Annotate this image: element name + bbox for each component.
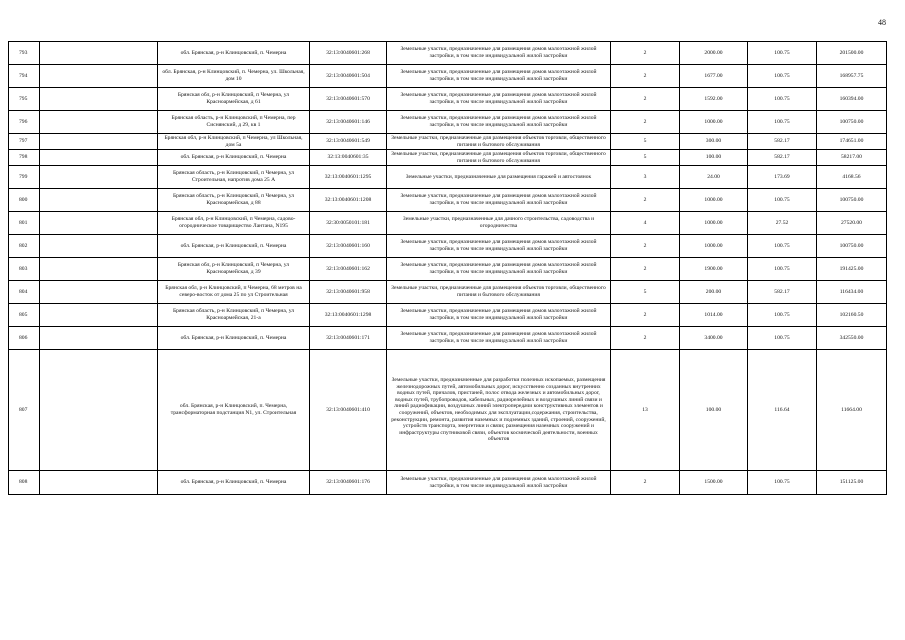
group-cell: 2 [611,258,680,281]
page-number: 48 [878,18,886,27]
land-purpose-cell: Земельные участки, предназначенные для размещения домов малоэтажной жилой застройки, в том числе индивидуальной жилой застройки [387,88,611,111]
group-cell: 5 [611,281,680,304]
specific-value-cell: 27.52 [748,212,817,235]
address-cell: Брянская обл, р-н Клинцовский, п Чемерна, ул Школьная, дом 5а [158,134,310,150]
row-number: 793 [9,42,40,65]
cadastral-value-cell: 11664.00 [817,350,887,471]
specific-value-cell: 100.75 [748,88,817,111]
cadastral-number-cell: 32:13:0040601:958 [310,281,387,304]
cadastral-value-cell: 342550.00 [817,327,887,350]
area-cell: 100.00 [680,350,748,471]
cadastral-value-cell: 191425.00 [817,258,887,281]
cadastral-number-cell: 32:13:0040601:160 [310,235,387,258]
cadastral-value-cell: 160394.00 [817,88,887,111]
specific-value-cell: 100.75 [748,235,817,258]
area-cell: 1500.00 [680,471,748,495]
empty-cell [40,258,158,281]
cadastral-value-cell: 27520.00 [817,212,887,235]
specific-value-cell: 100.75 [748,42,817,65]
row-number: 799 [9,166,40,189]
cadastral-value-cell: 4168.56 [817,166,887,189]
group-cell: 2 [611,42,680,65]
group-cell: 2 [611,88,680,111]
cadastral-number-cell: 32:13:0040601:1295 [310,166,387,189]
row-number: 801 [9,212,40,235]
specific-value-cell: 173.69 [748,166,817,189]
area-cell: 1677.00 [680,65,748,88]
address-cell: Брянская обл, р-н Клинцовский, п Чемерна, ул Красноармейская, д 39 [158,258,310,281]
land-purpose-cell: Земельные участки, предназначенные для размещения объектов торговли, общественного питания и бытового обслуживания [387,150,611,166]
specific-value-cell: 582.17 [748,281,817,304]
area-cell: 1000.00 [680,189,748,212]
land-purpose-cell: Земельные участки, предназначенные для размещения домов малоэтажной жилой застройки, в том числе индивидуальной жилой застройки [387,471,611,495]
address-cell: обл. Брянская, р-н Клинцовский, п. Чемерна, ул. Школьная, дом 10 [158,65,310,88]
address-cell: Брянская область, р-н Клинцовский, п Чемерна, пер Сиснянский, д 29, кв 1 [158,111,310,134]
address-cell: обл. Брянская, р-н Клинцовский, п. Чемерна [158,327,310,350]
group-cell: 13 [611,350,680,471]
empty-cell [40,111,158,134]
row-number: 798 [9,150,40,166]
specific-value-cell: 100.75 [748,304,817,327]
specific-value-cell: 116.64 [748,350,817,471]
land-purpose-cell: Земельные участки, предназначенные для размещения объектов торговли, общественного питания и бытового обслуживания [387,281,611,304]
group-cell: 2 [611,304,680,327]
cadastral-number-cell: 32:13:0040601:146 [310,111,387,134]
cadastral-number-cell: 32:13:0040601:268 [310,42,387,65]
specific-value-cell: 582.17 [748,150,817,166]
row-number: 796 [9,111,40,134]
area-cell: 1000.00 [680,212,748,235]
group-cell: 5 [611,134,680,150]
table-row [9,471,887,495]
land-purpose-cell: Земельные участки, предназначенные для размещения домов малоэтажной жилой застройки, в том числе индивидуальной жилой застройки [387,258,611,281]
address-cell: обл. Брянская, р-н Клинцовский, п. Чемерна [158,150,310,166]
cadastral-number-cell: 32:13:0040601:549 [310,134,387,150]
cadastral-value-table [8,41,887,495]
land-purpose-cell: Земельные участки, предназначенные для размещения домов малоэтажной жилой застройки, в том числе индивидуальной жилой застройки [387,111,611,134]
table-row [9,212,887,235]
land-purpose-cell: Земельные участки, предназначенные для размещения домов малоэтажной жилой застройки, в том числе индивидуальной жилой застройки [387,65,611,88]
group-cell: 2 [611,65,680,88]
address-cell: Брянская область, р-н Клинцовский, п Чемерна, ул Строительная, напротив дома 25 А [158,166,310,189]
area-cell: 1000.00 [680,111,748,134]
area-cell: 300.00 [680,134,748,150]
empty-cell [40,166,158,189]
cadastral-number-cell: 32:30:0050101:181 [310,212,387,235]
address-cell: Брянская обл, р-н Клинцовский, п Чемерна, ул Красноармейская, д 61 [158,88,310,111]
land-purpose-cell: Земельные участки, предназначенные для дачного строительства, садоводства и огородничества [387,212,611,235]
table-row [9,258,887,281]
specific-value-cell: 100.75 [748,471,817,495]
empty-cell [40,304,158,327]
group-cell: 2 [611,189,680,212]
group-cell: 2 [611,327,680,350]
cadastral-value-cell: 100750.00 [817,235,887,258]
group-cell: 2 [611,471,680,495]
group-cell: 4 [611,212,680,235]
address-cell: Брянская область, р-н Клинцовский, п Чемерна, ул Красноармейская, 21-а [158,304,310,327]
cadastral-value-cell: 58217.00 [817,150,887,166]
address-cell: обл. Брянская, р-н Клинцовский, п. Чемерна [158,235,310,258]
area-cell: 100.00 [680,150,748,166]
specific-value-cell: 100.75 [748,189,817,212]
table-row [9,65,887,88]
group-cell: 2 [611,111,680,134]
cadastral-number-cell: 32:13:0040601:1298 [310,304,387,327]
table-row [9,235,887,258]
row-number: 794 [9,65,40,88]
table-row [9,304,887,327]
row-number: 804 [9,281,40,304]
land-purpose-cell: Земельные участки, предназначенные для разработки полезных ископаемых, размещения железнодорожных путей, автомобильных дорог, искусственно созданных внутренних водных путей, причалов, пристаней, полос отвода железных и автомобильных дорог, водных путей, трубопроводов, кабельных, радиорелейных и воздушных линий связи и линий радиофикации, воздушных линий электропередачи конструктивных элементов и сооружений, объектов, необходимых для эксплуатации,содержания, строительства, реконструкции, ремонта, развития наземных и подземных зданий, строений, сооружений, устройств транспорта, энергетики и связи; размещения наземных сооружений и инфраструктуры спутниковой связи, объектов космической деятельности, военных объектов [387,350,611,471]
empty-cell [40,471,158,495]
area-cell: 200.00 [680,281,748,304]
cadastral-value-cell: 151125.00 [817,471,887,495]
cadastral-number-cell: 32:13:0040601:162 [310,258,387,281]
empty-cell [40,134,158,150]
table-row [9,42,887,65]
empty-cell [40,281,158,304]
empty-cell [40,65,158,88]
row-number: 803 [9,258,40,281]
group-cell: 2 [611,235,680,258]
land-purpose-cell: Земельные участки, предназначенные для размещения домов малоэтажной жилой застройки, в том числе индивидуальной жилой застройки [387,235,611,258]
cadastral-number-cell: 32:13:0040601:570 [310,88,387,111]
address-cell: обл. Брянская, р-н Клинцовский, п. Чемерна, трансформаторная подстанция N1, ул. Строительная [158,350,310,471]
area-cell: 1000.00 [680,235,748,258]
empty-cell [40,42,158,65]
empty-cell [40,189,158,212]
empty-cell [40,327,158,350]
table-row [9,350,887,471]
cadastral-value-cell: 100750.00 [817,189,887,212]
cadastral-value-cell: 174651.00 [817,134,887,150]
row-number: 806 [9,327,40,350]
row-number: 802 [9,235,40,258]
cadastral-number-cell: 32:13:0040601:1208 [310,189,387,212]
address-cell: Брянская обл, р-н Клинцовский, п Чемерна, садово-огородническое товарищество Лантана, N195 [158,212,310,235]
area-cell: 1900.00 [680,258,748,281]
land-purpose-cell: Земельные участки, предназначенные для размещения гаражей и автостоянок [387,166,611,189]
area-cell: 1592.00 [680,88,748,111]
cadastral-value-cell: 100750.00 [817,111,887,134]
cadastral-value-cell: 201500.00 [817,42,887,65]
table-row [9,134,887,150]
row-number: 805 [9,304,40,327]
empty-cell [40,88,158,111]
specific-value-cell: 100.75 [748,111,817,134]
empty-cell [40,350,158,471]
row-number: 795 [9,88,40,111]
cadastral-value-cell: 116434.00 [817,281,887,304]
table-row [9,150,887,166]
table-row [9,88,887,111]
area-cell: 24.00 [680,166,748,189]
row-number: 797 [9,134,40,150]
land-purpose-cell: Земельные участки, предназначенные для размещения домов малоэтажной жилой застройки, в том числе индивидуальной жилой застройки [387,327,611,350]
address-cell: Брянская обл, р-н Клинцовский, п Чемерна, 68 метров на северо-восток от дома 25 по ул Строительная [158,281,310,304]
address-cell: обл. Брянская, р-н Клинцовский, п. Чемерна [158,42,310,65]
land-purpose-cell: Земельные участки, предназначенные для размещения объектов торговли, общественного питания и бытового обслуживания [387,134,611,150]
address-cell: обл. Брянская, р-н Клинцовский, п. Чемерна [158,471,310,495]
specific-value-cell: 100.75 [748,65,817,88]
address-cell: Брянская область, р-н Клинцовский, п Чемерна, ул Красноармейская, д 88 [158,189,310,212]
table-row [9,327,887,350]
specific-value-cell: 100.75 [748,258,817,281]
table-body [9,42,887,495]
area-cell: 3400.00 [680,327,748,350]
specific-value-cell: 582.17 [748,134,817,150]
row-number: 807 [9,350,40,471]
area-cell: 2000.00 [680,42,748,65]
table-row [9,281,887,304]
specific-value-cell: 100.75 [748,327,817,350]
land-purpose-cell: Земельные участки, предназначенные для размещения домов малоэтажной жилой застройки, в том числе индивидуальной жилой застройки [387,189,611,212]
group-cell: 5 [611,150,680,166]
row-number: 800 [9,189,40,212]
group-cell: 3 [611,166,680,189]
row-number: 808 [9,471,40,495]
area-cell: 1014.00 [680,304,748,327]
table-row [9,166,887,189]
land-purpose-cell: Земельные участки, предназначенные для размещения домов малоэтажной жилой застройки, в том числе индивидуальной жилой застройки [387,304,611,327]
cadastral-number-cell: 32:13:0040601:171 [310,327,387,350]
cadastral-number-cell: 32:13:0040601:410 [310,350,387,471]
empty-cell [40,150,158,166]
empty-cell [40,212,158,235]
cadastral-value-cell: 102160.50 [817,304,887,327]
cadastral-value-cell: 168957.75 [817,65,887,88]
cadastral-number-cell: 32:13:0040601:35 [310,150,387,166]
cadastral-number-cell: 32:13:0040601:504 [310,65,387,88]
cadastral-number-cell: 32:13:0040601:176 [310,471,387,495]
table-row [9,111,887,134]
empty-cell [40,235,158,258]
land-purpose-cell: Земельные участки, предназначенные для размещения домов малоэтажной жилой застройки, в том числе индивидуальной жилой застройки [387,42,611,65]
table-row [9,189,887,212]
